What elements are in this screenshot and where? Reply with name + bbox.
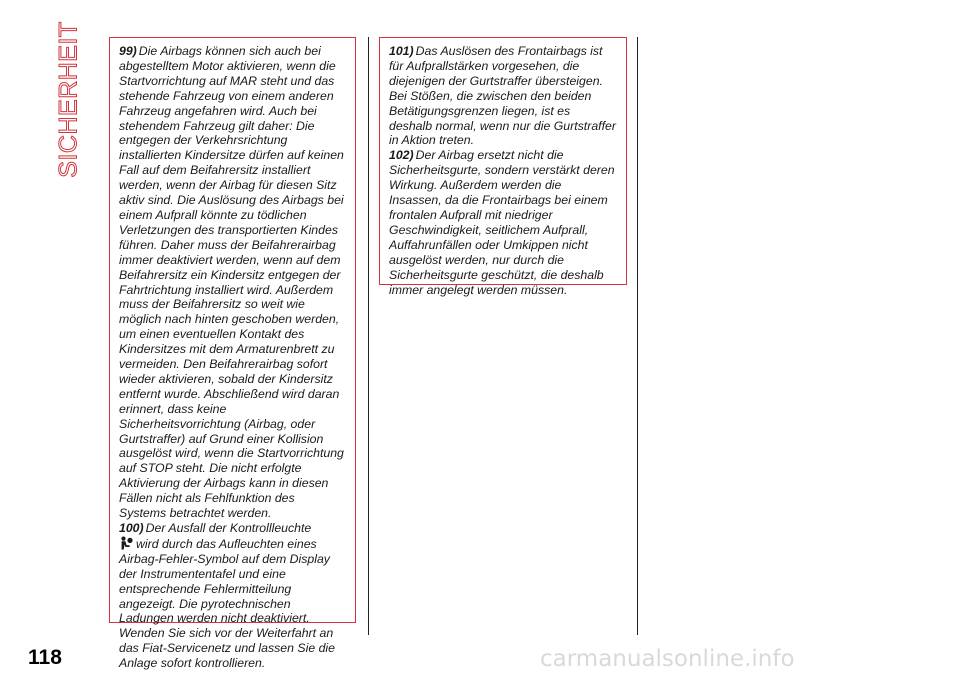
watermark: carmanualsonline.info	[540, 646, 795, 672]
note-text: Der Ausfall der Kontrollleuchte	[145, 521, 312, 535]
section-title-text: SICHERHEIT	[54, 20, 83, 178]
note-101	[389, 44, 616, 148]
note-number: 101)	[389, 44, 414, 58]
note-102	[389, 148, 616, 297]
column-divider	[368, 37, 369, 635]
note-number: 99)	[119, 44, 137, 58]
warning-box-left	[109, 37, 356, 671]
column-divider	[637, 37, 638, 635]
airbag-warning-icon	[119, 536, 133, 550]
note-number: 102)	[389, 148, 414, 163]
note-text: Das Auslösen des Frontairbags ist für Aufprallstärken vorgesehen, die diejenigen der Gurtstraffer übersteigen. Bei Stößen, die zwischen den beiden Betätigungsgrenzen liegen, ist es deshalb normal, wenn nur die Gurtstraffer in Aktion treten.	[389, 44, 616, 148]
page-number: 118	[28, 646, 62, 669]
note-99	[119, 44, 345, 521]
note-text: Der Airbag ersetzt nicht die Sicherheitsgurte, sondern verstärkt deren Wirkung. Außerdem werden die Insassen, da die Frontairbags bei einem frontalen Aufprall mit niedriger Geschwindigkeit, seitlichem Aufprall, Auffahrunfällen oder Umkippen nicht ausgelöst werden, nur durch die Sicherheitsgurte geschützt, die deshalb immer angelegt werden müssen.	[389, 148, 615, 297]
note-number: 100)	[119, 521, 144, 535]
note-text: Die Airbags können sich auch bei abgestelltem Motor aktivieren, wenn die Startvorrichtung auf MAR steht und das stehende Fahrzeug von einem anderen Fahrzeug angefahren wird. Auch bei stehendem Fahrzeug gilt daher: Die entgegen der Verkehrsrichtung installierten Kindersitze dürfen auf keinen Fall auf dem Beifahrersitz installiert werden, wenn der Airbag für diesen Sitz aktiv sind. Die Auslösung des Airbags bei einem Aufprall könnte zu tödlichen Verletzungen des transportierten Kindes führen. Daher muss der Beifahrerairbag immer deaktiviert werden, wenn auf dem Beifahrersitz ein Kindersitz entgegen der Fahrtrichtung installiert wird. Außerdem muss der Beifahrersitz so weit wie möglich nach hinten geschoben werden, um einen eventuellen Kontakt des Kindersitzes mit dem Armaturenbrett zu vermeiden. Den Beifahrerairbag sofort wieder aktivieren, sobald der Kindersitz entfernt wurde. Abschließend wird daran erinnert, dass keine Sicherheitsvorrichtung (Airbag, oder Gurtstraffer) auf Grund einer Kollision ausgelöst wird, wenn die Startvorrichtung auf STOP steht. Die nicht erfolgte Aktivierung der Airbags kann in diesen Fällen nicht als Fehlfunktion des Systems betrachtet werden.	[119, 44, 344, 521]
note-text: wird durch das Aufleuchten eines Airbag-Fehler-Symbol auf dem Display der Instrumententafel und eine entsprechende Fehlermitteilung angezeigt. Die pyrotechnischen Ladungen werden nicht deaktiviert. Wenden Sie sich vor der Weiterfahrt an das Fiat-Servicenetz und lassen Sie die Anlage sofort kontrollieren.	[119, 536, 335, 671]
warning-box-right	[379, 37, 627, 297]
note-100	[119, 521, 345, 671]
section-title	[52, 20, 86, 178]
